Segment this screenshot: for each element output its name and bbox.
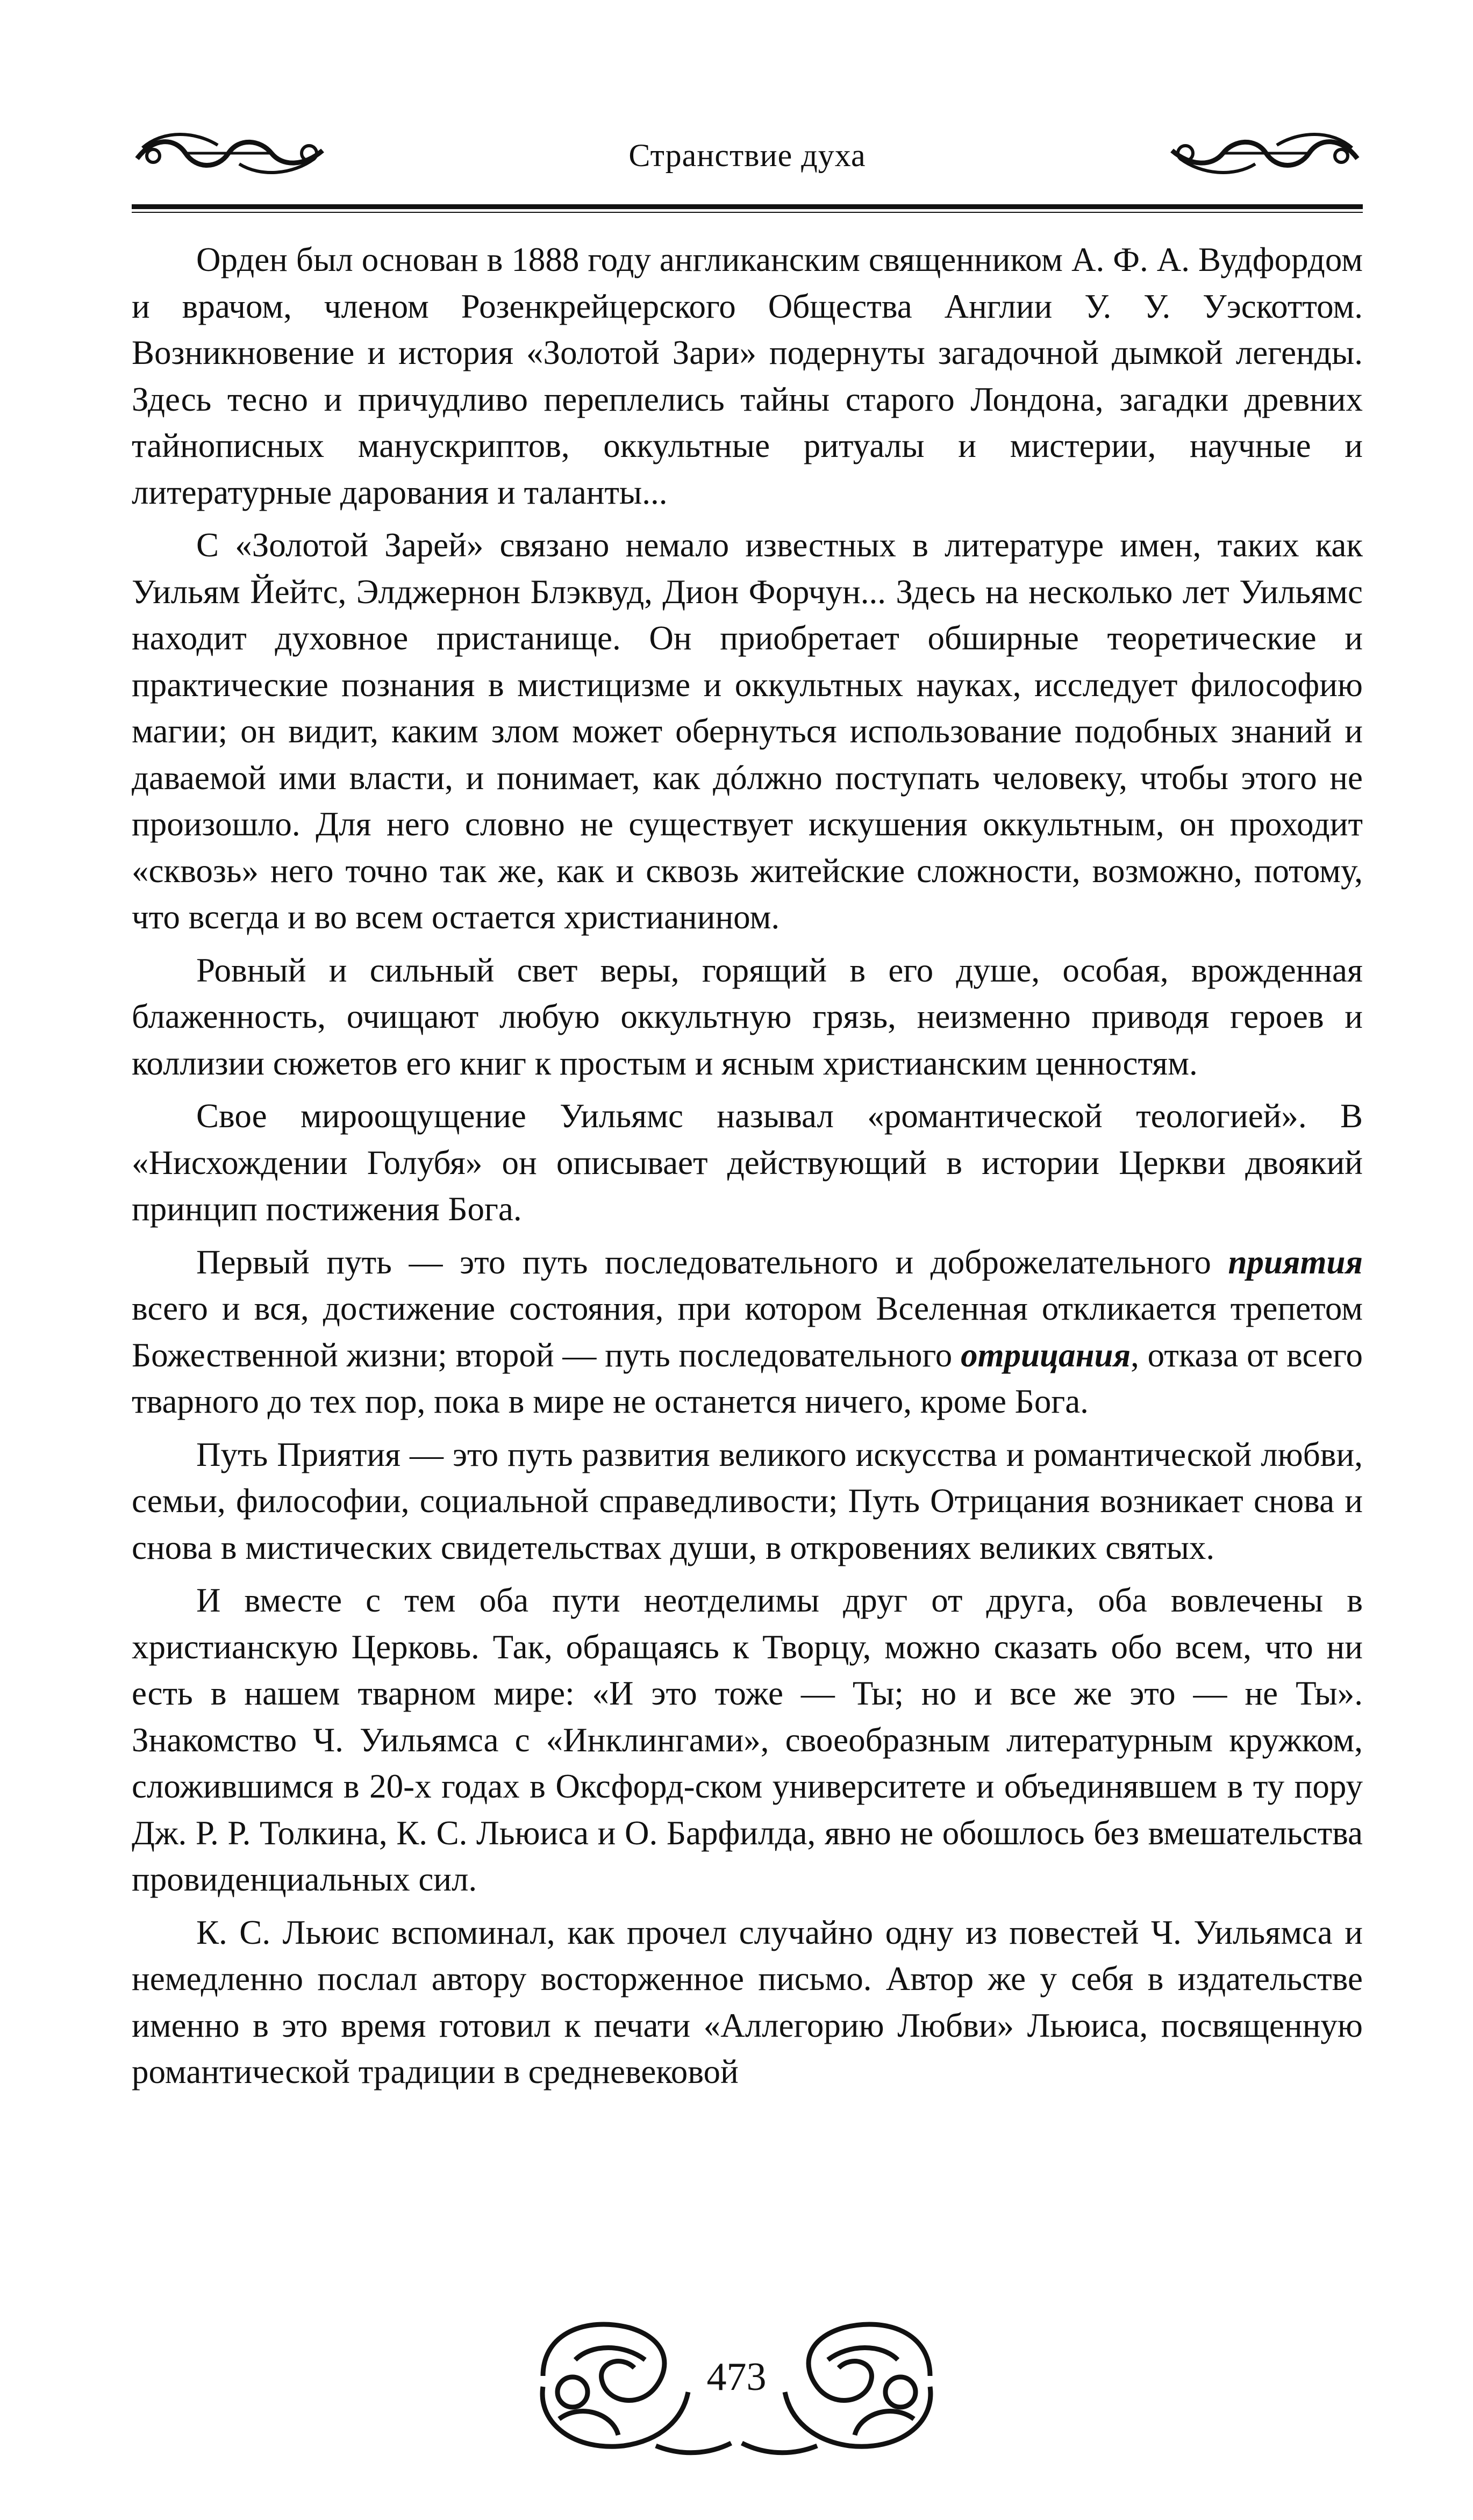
paragraph-2: С «Золотой Зарей» связано немало известных в литературе имен, таких как Уильям Йейтс, Элджернон Блэквуд, Дион Форчун... Здесь на несколько лет Уильямс находит духовное пристанище. Он приобретает обширные теоретические и практические познания в мистицизме и оккультных науках, исследует философию магии; он видит, каким злом может обернуться использование подобных знаний и даваемой ими власти, и понимает, как дóлжно поступать человеку, чтобы этого не произошло. Для него словно не существует искушения оккультным, он проходит «сквозь» него точно так же, как и сквозь житейские сложности, возможно, потому, что всегда и во всем остается христианином. (132, 526, 1363, 936)
body-text (132, 237, 1363, 2102)
running-header (132, 116, 1363, 196)
emphasis-priyatiya: приятия (1228, 1243, 1363, 1281)
paragraph-5-text-c: , отказа от всего тварного до тех пор, пока в мире не останется ничего, кроме Бога. (132, 1336, 1363, 1420)
scroll-ornament-icon (1164, 126, 1363, 180)
paragraph-4: Свое мироощущение Уильямс называл «романтической теологией». В «Нисхождении Голубя» он описывает действующий в истории Церкви двоякий принцип постижения Бога. (132, 1097, 1363, 1228)
paragraph-5 (132, 1239, 1363, 1425)
paragraph-5-text-a: Первый путь — это путь последовательного и доброжелательного (196, 1243, 1228, 1281)
paragraph-1: Орден был основан в 1888 году англиканским священником А. Ф. А. Вудфордом и врачом, членом Розенкрейцерского Общества Англии У. У. Уэскоттом. Возникновение и история «Золотой Зари» подернуты загадочной дымкой легенды. Здесь тесно и причудливо переплелись тайны старого Лондона, загадки древних тайнописных манускриптов, оккультные ритуалы и мистерии, научные и литературные дарования и таланты... (132, 241, 1363, 511)
paragraph-7: И вместе с тем оба пути неотделимы друг от друга, оба вовлечены в христианскую Церковь. Так, обращаясь к Творцу, можно сказать обо всем, что ни есть в нашем тварном мире: «И это тоже — Ты; но и все же это — не Ты». Знакомство Ч. Уильямса с «Инклингами», своеобразным литературным кружком, сложившимся в 20-х годах в Оксфорд-ском университете и объединявшем в ту пору Дж. Р. Р. Толкина, К. С. Льюиса и О. Барфилда, явно не обошлось без вмешательства провиденциальных сил. (132, 1581, 1363, 1898)
running-title: Странствие духа (628, 138, 866, 173)
folio (527, 2311, 946, 2467)
header-rule (132, 204, 1363, 209)
paragraph-3: Ровный и сильный свет веры, горящий в его душе, особая, врожденная блаженность, очищают любую оккультную грязь, неизменно приводя героев и коллизии сюжетов его книг к простым и ясным христианским ценностям. (132, 951, 1363, 1082)
paragraph-8: К. С. Льюис вспоминал, как прочел случайно одну из повестей Ч. Уильямса и немедленно послал автору восторженное письмо. Автор же у себя в издательстве именно в это время готовил к печати «Аллегорию Любви» Льюиса, посвященную романтической традиции в средневековой (132, 1913, 1363, 2091)
paragraph-5-text-b: всего и вся, достижение состояния, при котором Вселенная откликается трепетом Божественной жизни; второй — путь последовательного (132, 1290, 1363, 1374)
paragraph-6: Путь Приятия — это путь развития великого искусства и романтической любви, семьи, философии, социальной справедливости; Путь Отрицания возникает снова и снова в мистических свидетельствах души, в откровениях великих святых. (132, 1435, 1363, 1566)
page-number: 473 (706, 2355, 767, 2399)
emphasis-otritsaniya: отрицания (961, 1336, 1131, 1374)
header-rule-thin (132, 212, 1363, 213)
